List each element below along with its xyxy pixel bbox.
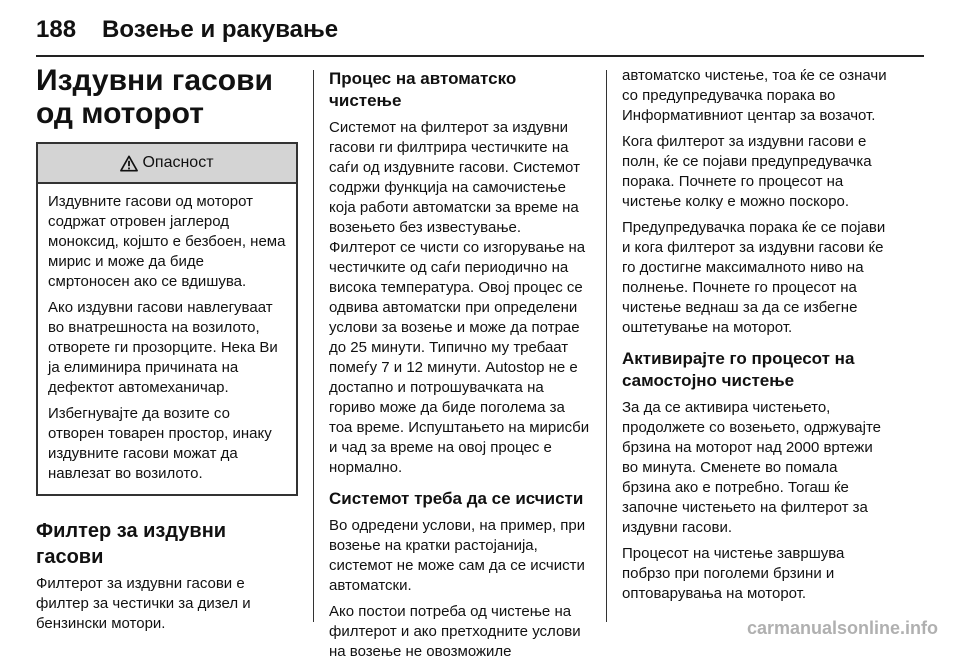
paragraph: Кога филтерот за издувни гасови е полн, ќе се појави предупредувачка порака. Почнете го процесот на чистење колку е можно поскоро. [622, 133, 872, 210]
watermark: carmanualsonline.info [746, 618, 938, 638]
paragraph: Во одредени услови, на пример, при возење на кратки растојанија, системот не може сам да се исчисти автоматски. [329, 517, 586, 594]
page-header [36, 16, 338, 44]
heading-activate-cleaning: Активирајте го процесот на самостојно чистење [622, 349, 855, 390]
danger-paragraph: Издувните гасови од моторот содржат отровен јаглерод моноксид, којшто е безбоен, нема мирис и може да биде смртоносен ако се вдишува. [48, 193, 286, 290]
paragraph: Ако постои потреба од чистење на филтерот и ако претходните услови на возење не овозможиле [329, 603, 581, 660]
paragraph: Предупредувачка порака ќе се појави и кога филтерот за издувни гасови ќе го достигне максималното ниво на полнење. Почнете го процесот на чистење веднаш за да се избегне оштетување на моторот. [622, 219, 886, 336]
filter-description: Филтерот за издувни гасови е филтер за честички за дизел и бензински мотори. [36, 575, 251, 632]
page-number: 188 [36, 16, 77, 43]
column-1 [36, 60, 298, 642]
heading-needs-cleaning: Системот треба да се исчисти [329, 489, 584, 508]
column-divider [606, 70, 607, 622]
danger-box [36, 142, 298, 496]
danger-paragraph: Ако издувни гасови навлегуваат во внатрешноста на возилото, отворете ги прозорците. Нека Ви ја елиминира причината на дефектот автомеханичар. [48, 299, 278, 396]
column-3 [622, 60, 888, 642]
column-2 [329, 60, 591, 660]
danger-label: Опасност [142, 154, 214, 171]
paragraph: Процесот на чистење завршува побрзо при поголеми брзини и оптоварувања на моторот. [622, 545, 845, 602]
danger-paragraph: Избегнувајте да возите со отворен товарен простор, инаку издувните гасови можат да навлезат во возилото. [48, 405, 272, 482]
paragraph: автоматско чистење, тоа ќе се означи со предупредувачка порака во Информативниот центар за возачот. [622, 67, 887, 124]
section-title-filter: Филтер за издувни гасови [36, 520, 227, 568]
column-divider [313, 70, 314, 622]
section-title-exhaust: Издувни гасови од моторот [36, 64, 273, 130]
paragraph: Системот на филтерот за издувни гасови ги филтрира честичките на саѓи од издувните гасови. Системот содржи функција на самочистење која работи автоматски за време на возењето без известување. Филтерот се чисти со изгорување на честичките од саѓи периодично на висока температура. Овој процес се одвива автоматски при определени услови за возење и може да потрае до 25 минути. Типично му требаат помеѓу 7 и 12 минути. Autostop не е достапно и потрошувачката на гориво може да биде поголема за тоа време. Испуштањето на мирисби и чад за време на овој процес е нормално. [329, 119, 590, 476]
danger-box-body [38, 184, 296, 494]
paragraph: За да се активира чистењето, продолжете со возењето, одржувајте брзина на моторот над 2000 вртежи во минута. Сменете во помала брзина ако е потребно. Тогаш ќе започне чистењето на филтерот за издувни гасови. [622, 399, 882, 536]
heading-auto-cleaning: Процес на автоматско чистење [329, 69, 517, 110]
chapter-title: Возење и ракување [102, 16, 339, 43]
warning-triangle-icon [120, 155, 138, 172]
danger-box-header [38, 144, 296, 184]
header-rule [36, 55, 924, 57]
